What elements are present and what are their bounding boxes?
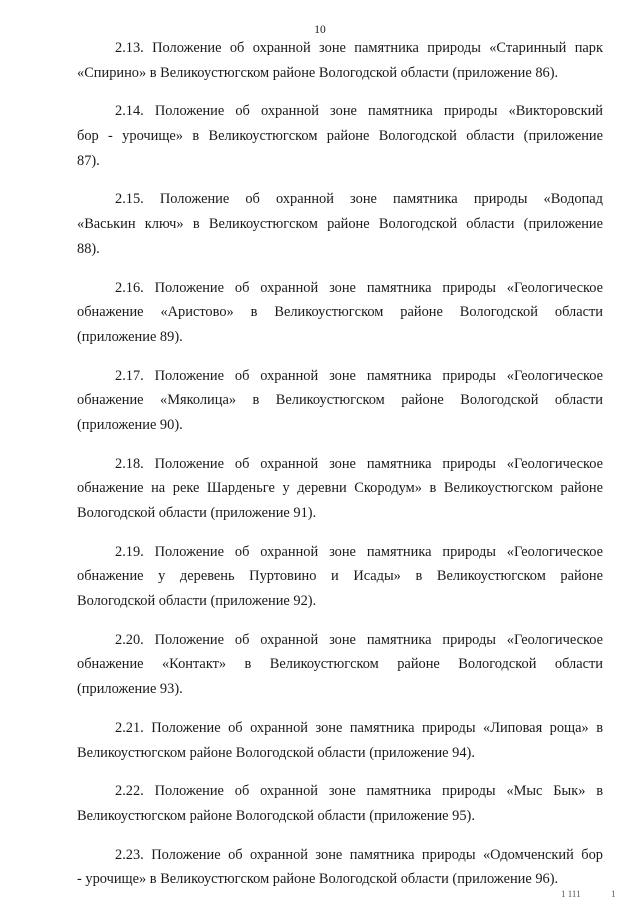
paragraph-line: 87).	[77, 152, 100, 169]
list-item	[77, 540, 603, 614]
paragraph-line: 2.17. Положение об охранной зоне памятника природы «Геологическое	[115, 367, 603, 384]
paragraph-line: обнажение «Мяколица» в Великоустюгском районе Вологодской области	[77, 392, 603, 409]
paragraph-line: обнажение на реке Шарденьге у деревни Скородум» в Великоустюгском районе	[77, 480, 603, 497]
paragraph-line: 2.22. Положение об охранной зоне памятника природы «Мыс Бык» в	[115, 783, 603, 800]
list-item	[77, 843, 603, 892]
list-item	[77, 187, 603, 261]
paragraph-line: бор - урочище» в Великоустюгском районе Вологодской области (приложение	[77, 128, 603, 145]
list-item	[77, 364, 603, 438]
paragraph-line: 2.14. Положение об охранной зоне памятника природы «Викторовский	[115, 103, 603, 120]
paragraph-line: 2.21. Положение об охранной зоне памятника природы «Липовая роща» в	[115, 719, 603, 736]
paragraph-line: 2.23. Положение об охранной зоне памятника природы «Одомченский бор	[115, 846, 603, 863]
paragraph-line: обнажение у деревень Пуртовино и Исады» в Великоустюгском районе	[77, 568, 603, 585]
paragraph-line: 2.15. Положение об охранной зоне памятника природы «Водопад	[115, 191, 603, 208]
paragraph-line: обнажение «Аристово» в Великоустюгском районе Вологодской области	[77, 304, 603, 321]
footer-scan-mark: 1 111	[561, 889, 581, 899]
paragraph-line: обнажение «Контакт» в Великоустюгском районе Вологодской области	[77, 656, 603, 673]
paragraph-line: 88).	[77, 240, 100, 257]
paragraph-line: «Спирино» в Великоустюгском районе Вологодской области (приложение 86).	[77, 64, 559, 81]
paragraph-line: (приложение 89).	[77, 328, 183, 345]
footer-scan-mark-right: 1	[611, 889, 616, 899]
list-item	[77, 779, 603, 828]
page-number: 10	[314, 24, 326, 36]
list-item	[77, 716, 603, 765]
list-item	[77, 36, 603, 85]
document-body	[77, 36, 603, 906]
paragraph-line: Великоустюгском районе Вологодской области (приложение 95).	[77, 807, 475, 824]
list-item	[77, 452, 603, 526]
paragraph-line: - урочище» в Великоустюгском районе Вологодской области (приложение 96).	[77, 871, 559, 888]
paragraph-line: Вологодской области (приложение 91).	[77, 505, 317, 521]
paragraph-line: (приложение 90).	[77, 416, 183, 433]
paragraph-line: Вологодской области (приложение 92).	[77, 593, 317, 610]
paragraph-line: 2.20. Положение об охранной зоне памятника природы «Геологическое	[115, 631, 603, 648]
list-item	[77, 99, 603, 173]
paragraph-line: «Васькин ключ» в Великоустюгском районе Вологодской области (приложение	[77, 216, 603, 233]
paragraph-line: 2.16. Положение об охранной зоне памятника природы «Геологическое	[115, 279, 603, 296]
paragraph-line: 2.13. Положение об охранной зоне памятника природы «Старинный парк	[115, 40, 603, 56]
list-item	[77, 628, 603, 702]
paragraph-line: (приложение 93).	[77, 681, 183, 698]
list-item	[77, 276, 603, 350]
paragraph-line: 2.18. Положение об охранной зоне памятника природы «Геологическое	[115, 455, 603, 472]
paragraph-line: Великоустюгском районе Вологодской области (приложение 94).	[77, 744, 475, 761]
paragraph-line: 2.19. Положение об охранной зоне памятника природы «Геологическое	[115, 543, 603, 560]
